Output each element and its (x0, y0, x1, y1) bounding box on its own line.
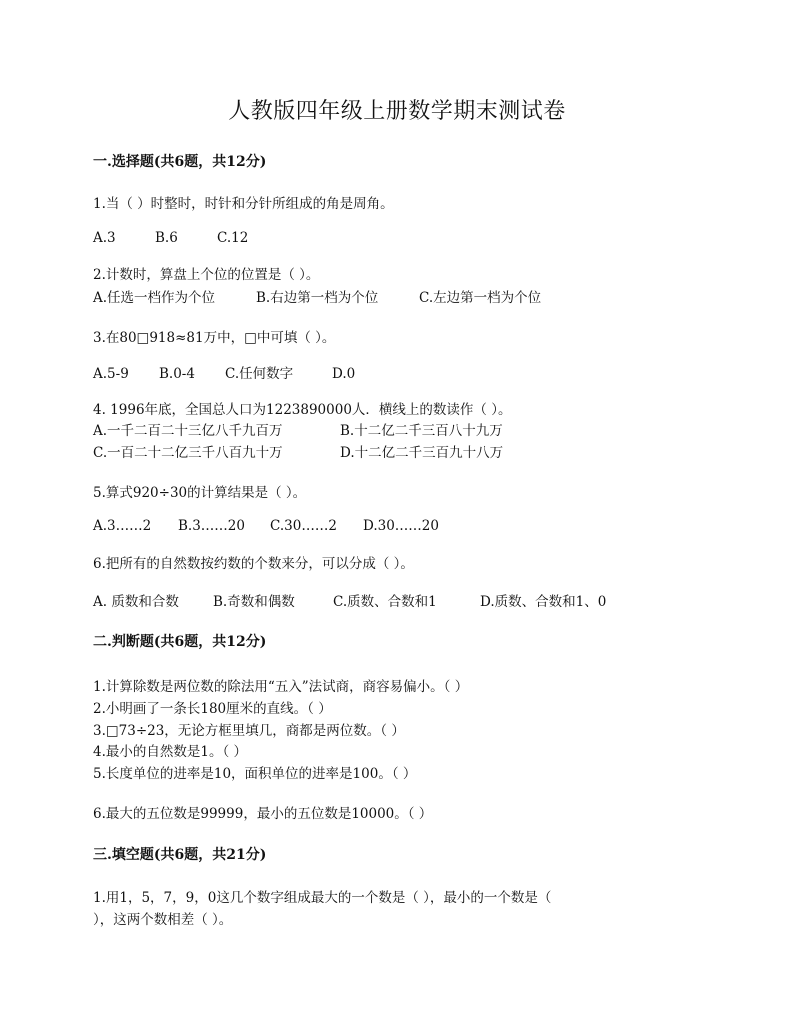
option-c: C.任何数字 (225, 366, 294, 382)
option-b: B.十二亿二千三百八十九万 (340, 423, 503, 439)
option-a: A.3……2 (93, 518, 152, 534)
option-d: D.30……20 (363, 518, 439, 534)
judge-question: 2.小明画了一条长180厘米的直线。（ ） (93, 701, 332, 717)
section-heading-choice: 一.选择题(共6题，共12分) (93, 154, 267, 170)
option-d: D.0 (332, 366, 356, 382)
option-a: A.5-9 (93, 366, 129, 382)
question-options (93, 518, 439, 534)
judge-question: 5.长度单位的进率是10，面积单位的进率是100。（ ） (93, 766, 417, 782)
fill-question: 1.用1，5，7，9，0这几个数字组成最大的一个数是（ ），最小的一个数是（ (93, 890, 552, 906)
question-stem: 4. 1996年底，全国总人口为1223890000人．横线上的数读作（ ）。 (93, 402, 512, 418)
option-b: B.3……20 (178, 518, 245, 534)
option-d: D.质数、合数和1、0 (480, 594, 607, 610)
question-stem: 2.计数时，算盘上个位的位置是（ ）。 (93, 267, 320, 283)
question-options (93, 590, 606, 610)
question-options (93, 441, 503, 461)
question-options (93, 230, 248, 246)
option-c: C.12 (217, 230, 249, 246)
fill-question-continued: ），这两个数相差（ ）。 (93, 912, 233, 928)
option-a: A. 质数和合数 (93, 594, 179, 610)
option-a: A.一千二百二十三亿八千九百万 (93, 423, 283, 439)
option-d: D.十二亿二千三百九十八万 (340, 445, 504, 461)
question-stem: 6.把所有的自然数按约数的个数来分，可以分成（ ）。 (93, 556, 414, 572)
question-options (93, 362, 355, 382)
question-stem: 5.算式920÷30的计算结果是（ ）。 (93, 485, 307, 501)
option-b: B.0-4 (159, 366, 195, 382)
option-b: B.右边第一档为个位 (256, 290, 379, 306)
judge-question: 3.□73÷23，无论方框里填几，商都是两位数。（ ） (93, 723, 405, 739)
question-stem: 1.当（ ）时整时，时针和分针所组成的角是周角。 (93, 196, 394, 212)
option-a: A.3 (93, 230, 116, 246)
option-c: C.质数、合数和1 (333, 594, 437, 610)
option-b: B.奇数和偶数 (213, 594, 295, 610)
question-options (93, 286, 541, 306)
option-b: B.6 (155, 230, 178, 246)
option-c: C.左边第一档为个位 (419, 290, 542, 306)
section-heading-fill: 三.填空题(共6题，共21分) (93, 847, 267, 863)
judge-question: 4.最小的自然数是1。（ ） (93, 744, 248, 760)
option-c: C.30……2 (270, 518, 337, 534)
judge-question: 6.最大的五位数是99999，最小的五位数是10000。（ ） (93, 806, 433, 822)
section-heading-judge: 二.判断题(共6题，共12分) (93, 634, 267, 650)
question-options (93, 419, 503, 439)
question-stem: 3.在80□918≈81万中，□中可填（ ）。 (93, 330, 336, 346)
option-c: C.一百二十二亿三千八百九十万 (93, 445, 283, 461)
judge-question: 1.计算除数是两位数的除法用“五入”法试商，商容易偏小。（ ） (93, 679, 469, 695)
option-a: A.任选一档作为个位 (93, 290, 216, 306)
exam-title: 人教版四年级上册数学期末测试卷 (228, 99, 566, 124)
